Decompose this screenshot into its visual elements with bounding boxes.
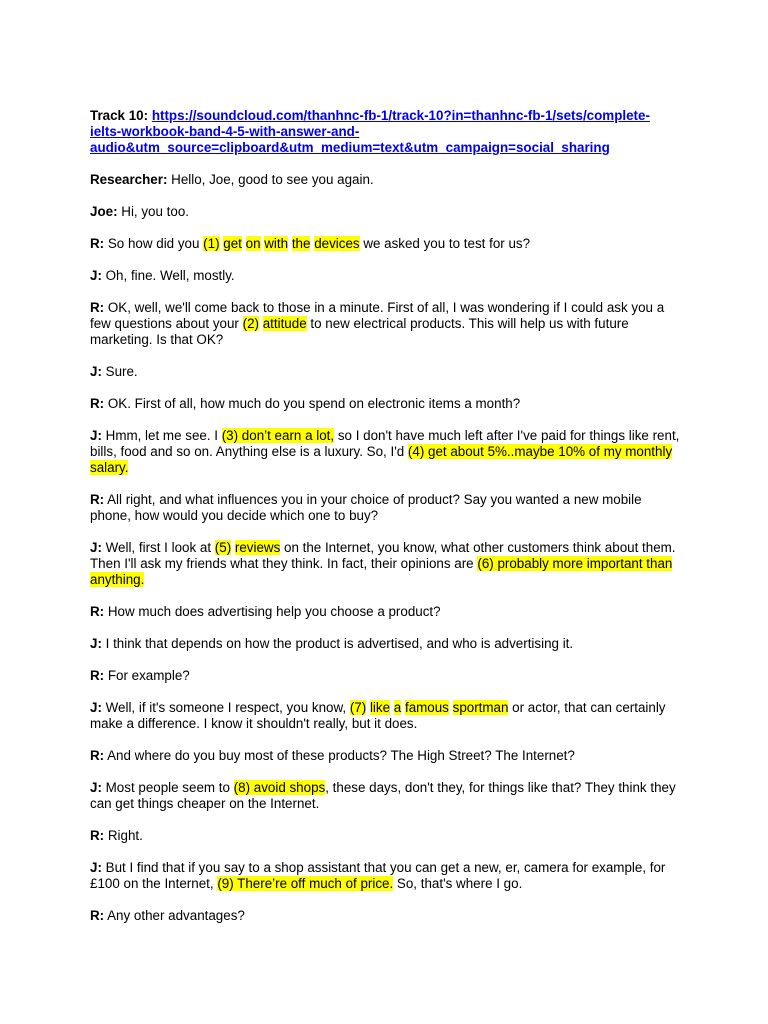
dialogue-line	[90, 700, 680, 732]
highlighted-answer: (2)	[242, 316, 259, 331]
dialogue-text: Sure.	[101, 364, 138, 379]
dialogue-text: OK. First of all, how much do you spend on electronic items a month?	[104, 396, 521, 411]
highlighted-answer: (6) probably more important than anything.	[90, 556, 673, 587]
dialogue-text: Well, if it's someone I respect, you know,	[101, 700, 350, 715]
dialogue-text: But I find that if you say to a shop assistant that you can get a new, er, camera for example, for £100 on the Internet,	[90, 860, 666, 891]
highlighted-answer: (8) avoid shops	[233, 780, 326, 795]
dialogue-line	[90, 236, 680, 252]
dialogue-line	[90, 300, 680, 348]
dialogue-line	[90, 908, 680, 924]
dialogue-text: to new electrical products. This will help us with future marketing. Is that OK?	[90, 316, 629, 347]
dialogue-text: I think that depends on how the product is advertised, and who is advertising it.	[101, 636, 574, 651]
dialogue-line	[90, 204, 680, 220]
speaker-label: R:	[90, 396, 105, 411]
highlighted-answer: (5)	[214, 540, 232, 555]
dialogue-line	[90, 668, 680, 684]
dialogue-text: Oh, fine. Well, mostly.	[101, 268, 235, 283]
dialogue-text: OK, well, we'll come back to those in a minute. First of all, I was wondering if I could ask you a few questions about your	[90, 300, 665, 331]
highlighted-answer: (7)	[349, 700, 367, 715]
speaker-label: R:	[90, 492, 105, 507]
speaker-label: R:	[90, 748, 105, 763]
dialogue-line	[90, 540, 680, 588]
highlighted-answer: sportman	[452, 700, 509, 715]
dialogue-text: And where do you buy most of these products? The High Street? The Internet?	[104, 748, 575, 763]
speaker-label: J:	[90, 364, 102, 379]
highlighted-answer: a	[393, 700, 402, 715]
dialogue-text: , these days, don't they, for things like that? They think they can get things cheaper on the Internet.	[90, 780, 676, 811]
speaker-label: J:	[90, 780, 102, 795]
dialogue-line	[90, 748, 680, 764]
dialogue-text: Any other advantages?	[104, 908, 245, 923]
dialogue-line	[90, 828, 680, 844]
dialogue-text: Hi, you too.	[117, 204, 189, 219]
dialogue-line	[90, 860, 680, 892]
dialogue-text: we asked you to test for us?	[359, 236, 531, 251]
highlighted-answer: reviews	[234, 540, 281, 555]
dialogue-text: So how did you	[104, 236, 204, 251]
dialogue-line	[90, 428, 680, 476]
dialogue-line	[90, 780, 680, 812]
dialogue-line	[90, 268, 680, 284]
speaker-label: R:	[90, 604, 105, 619]
dialogue-line	[90, 492, 680, 524]
highlighted-answer: (4) get about 5%..maybe 10% of my monthly salary.	[90, 444, 673, 475]
dialogue-text: Most people seem to	[101, 780, 234, 795]
dialogue-text: so I don't have much left after I've paid for things like rent, bills, food and so on. Anything else is a luxury. So, I'd	[90, 428, 680, 459]
speaker-label: Joe:	[90, 204, 118, 219]
dialogue-text: Hello, Joe, good to see you again.	[167, 172, 374, 187]
dialogue-text: Hmm, let me see. I	[101, 428, 222, 443]
highlighted-answer: get	[223, 236, 242, 251]
dialogue-line	[90, 396, 680, 412]
dialogue-text: For example?	[104, 668, 190, 683]
highlighted-answer: devices	[314, 236, 360, 251]
speaker-label: Researcher:	[90, 172, 168, 187]
dialogue-line	[90, 604, 680, 620]
dialogue-line	[90, 172, 680, 188]
dialogue-line	[90, 364, 680, 380]
highlighted-answer: famous	[404, 700, 449, 715]
dialogue-text: So, that's where I go.	[393, 876, 523, 891]
speaker-label: J:	[90, 428, 102, 443]
speaker-label: J:	[90, 540, 102, 555]
track-label: Track 10:	[90, 108, 149, 123]
speaker-label: R:	[90, 828, 105, 843]
dialogue-text: Well, first I look at	[101, 540, 215, 555]
dialogue-text: on the Internet, you know, what other customers think about them. Then I'll ask my friends what they think. In fact, their opinions are	[90, 540, 676, 571]
speaker-label: J:	[90, 636, 102, 651]
dialogue-text: Right.	[104, 828, 143, 843]
highlighted-answer: (9) There’re off much of price.	[217, 876, 394, 891]
speaker-label: R:	[90, 236, 105, 251]
dialogue	[90, 172, 678, 924]
highlighted-answer: (1)	[203, 236, 220, 251]
speaker-label: J:	[90, 860, 102, 875]
dialogue-text: How much does advertising help you choose a product?	[104, 604, 441, 619]
speaker-label: J:	[90, 268, 102, 283]
highlighted-answer: with	[264, 236, 289, 251]
highlighted-answer: (3) don’t earn a lot,	[221, 428, 335, 443]
track-line	[90, 108, 680, 156]
speaker-label: J:	[90, 700, 102, 715]
highlighted-answer: attitude	[262, 316, 307, 331]
dialogue-text: All right, and what influences you in your choice of product? Say you wanted a new mobile phone, how would you decide which one to buy?	[90, 492, 642, 523]
speaker-label: R:	[90, 908, 105, 923]
highlighted-answer: like	[369, 700, 391, 715]
highlighted-answer: on	[245, 236, 261, 251]
dialogue-text: or actor, that can certainly make a difference. I know it shouldn't really, but it does.	[90, 700, 666, 731]
speaker-label: R:	[90, 668, 105, 683]
speaker-label: R:	[90, 300, 105, 315]
track-link[interactable]: https://soundcloud.com/thanhnc-fb-1/track-10?in=thanhnc-fb-1/sets/complete-ielts-workbook-band-4-5-with-answer-and-audio&utm_source=clipboard&utm_medium=text&utm_campaign=social_sharing	[90, 108, 650, 155]
dialogue-line	[90, 636, 680, 652]
highlighted-answer: the	[291, 236, 311, 251]
